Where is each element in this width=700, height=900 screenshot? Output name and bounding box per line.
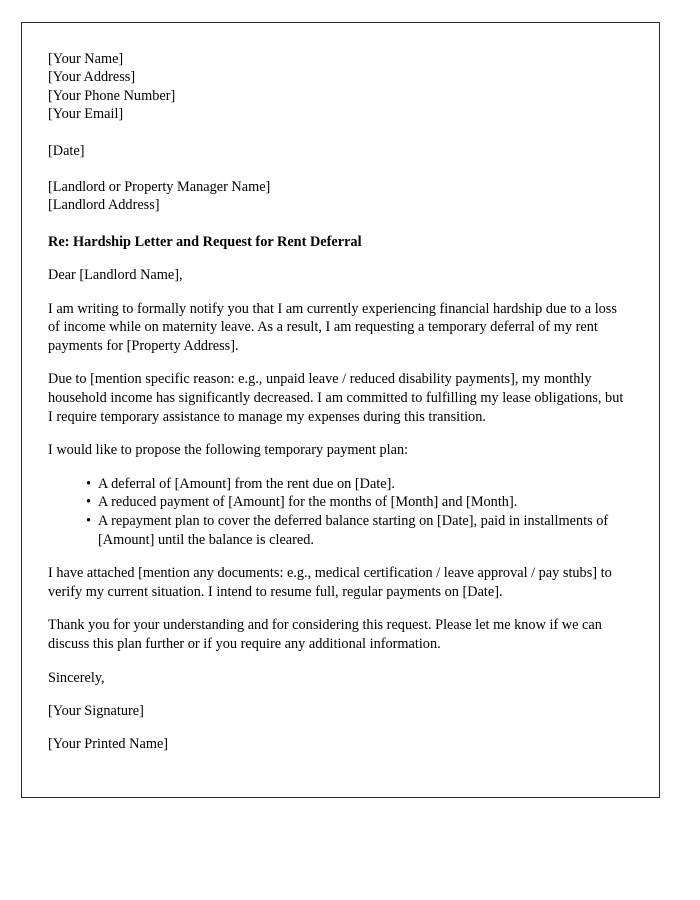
- spacer-before-proposal: [48, 426, 631, 441]
- spacer-before-printed-name: [48, 720, 631, 735]
- spacer-before-subject: [48, 215, 631, 233]
- paragraph-attachments: I have attached [mention any documents: e.g., medical certification / leave approval / pay stubs] to verify my current situation. I intend to resume full, regular payments on [Date].: [48, 565, 612, 600]
- sender-name-line: [Your Name]: [48, 51, 124, 67]
- spacer-before-attachments: [48, 549, 631, 564]
- spacer-before-closing: [48, 601, 631, 616]
- letter-body: [22, 23, 659, 754]
- paragraph-intro: I am writing to formally notify you that I am currently experiencing financial hardship due to a loss of income while on maternity leave. As a result, I am requesting a temporary deferral of my rent payments for [Property Address].: [48, 300, 617, 354]
- sign-off-line: Sincerely,: [48, 669, 105, 686]
- sender-address-block: [48, 50, 631, 124]
- sender-address-line: [Your Address]: [48, 69, 136, 86]
- signature-placeholder: [Your Signature]: [48, 702, 144, 719]
- date-block: [48, 142, 631, 160]
- spacer-before-reason: [48, 355, 631, 370]
- salutation-line: Dear [Landlord Name],: [48, 267, 183, 284]
- list-item: • A repayment plan to cover the deferred balance starting on [Date], paid in installments of [Amount] until the balance is cleared.: [86, 512, 631, 549]
- spacer-after-date: [48, 160, 631, 178]
- recipient-address-block: [48, 178, 631, 215]
- recipient-name-line: [Landlord or Property Manager Name]: [48, 179, 271, 196]
- date-line: [Date]: [48, 142, 85, 159]
- sender-email-line: [Your Email]: [48, 106, 124, 123]
- paragraph-proposal-intro: I would like to propose the following temporary payment plan:: [48, 442, 409, 459]
- sender-phone-line: [Your Phone Number]: [48, 87, 176, 104]
- spacer-before-list: [48, 460, 631, 475]
- spacer-before-signoff: [48, 654, 631, 669]
- recipient-address-line: [Landlord Address]: [48, 197, 160, 214]
- paragraph-closing: Thank you for your understanding and for considering this request. Please let me know if we can discuss this plan further or if you require any additional information.: [48, 617, 602, 652]
- list-item: • A deferral of [Amount] from the rent due on [Date].: [86, 475, 631, 494]
- paragraph-reason: Due to [mention specific reason: e.g., unpaid leave / reduced disability payments], my monthly household income has significantly decreased. I am committed to fulfilling my lease obligations, but I require temporary assistance to manage my expenses during this transition.: [48, 371, 624, 425]
- spacer-before-signature: [48, 687, 631, 702]
- subject-line: Re: Hardship Letter and Request for Rent Deferral: [48, 233, 362, 250]
- list-item: • A reduced payment of [Amount] for the months of [Month] and [Month].: [86, 493, 631, 512]
- spacer-after-sender: [48, 124, 631, 142]
- spacer-before-intro: [48, 285, 631, 300]
- document-page: [21, 22, 660, 798]
- spacer-before-salutation: [48, 251, 631, 266]
- payment-plan-list: [48, 475, 631, 549]
- printed-name-placeholder: [Your Printed Name]: [48, 736, 169, 753]
